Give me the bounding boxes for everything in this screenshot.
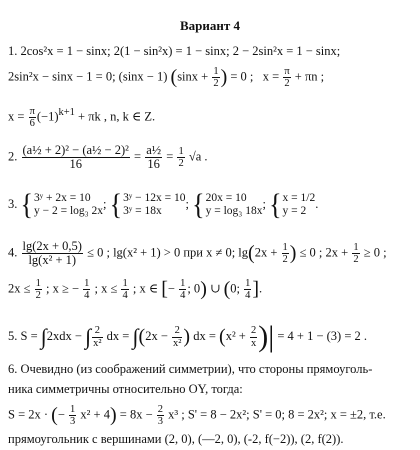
problem-4-2x-le: 2x ≤: [8, 281, 31, 296]
problem-4-minus: −: [167, 281, 175, 296]
problem-4-arg: 2x +: [254, 245, 278, 260]
fraction-1-4-b: $\frac{1}{4}$: [122, 278, 128, 302]
problem-4-label: 4.: [8, 245, 18, 260]
union-symbol: ∪: [209, 281, 221, 296]
integral-sign-3: ∫: [132, 324, 139, 349]
problem-1-equation-a: 2sin²x − sinx − 1 = 0; (sinx − 1): [8, 69, 168, 84]
problem-5-label: 5. S =: [8, 328, 38, 343]
problem-2-main-fraction: $\frac{\text{(a½ + 2)² − (a½ − 2)²}}{16}$: [22, 143, 129, 172]
integral-sign: ∫: [40, 324, 47, 349]
problem-1-x-eq: x =: [8, 109, 25, 124]
system-4: x = 1/2 y = 2: [282, 192, 316, 218]
problem-4-ineq: ≤ 0 ; 2x +: [299, 245, 349, 260]
problem-4-log-fraction: $\frac{\lg(2x + 0,5)}{\text{lg(x² + 1)}}$: [22, 239, 82, 268]
page-title: Вариант 4: [179, 18, 241, 33]
problem-2-equals: =: [166, 149, 174, 164]
problem-1-sin-term: sinx +: [177, 69, 209, 84]
problem-4-x-le: ; x ≤: [94, 281, 118, 296]
problem-4-x-ge: ; x ≥ −: [46, 281, 80, 296]
problem-1-line-2: 2sin²x − sinx − 1 = 0; (sinx − 1) (sinx + $\frac{1}{2}$ ) = 0 ; x = $\frac{\pi}{2}$ + πn ;: [8, 66, 325, 90]
integral-sign-2: ∫: [85, 324, 92, 349]
fraction-1-3: $\frac{1}{3}$: [70, 404, 76, 428]
problem-4-line-2: 2x ≤ $\frac{1}{2}$ ; x ≥ − $\frac{1}{4}$ ; x ≤ $\frac{1}{4}$ ; x ∈ [− $\frac{1}{4}$ ; 0) ∪ (0; $\frac{1}{4}$ ].: [8, 278, 263, 302]
problem-2-result-fraction: $\frac{\text{a½}}{16}$: [146, 143, 162, 172]
problem-1-general-solution: + πk , n, k ∈ Z.: [78, 109, 156, 124]
fraction-2-3: $\frac{2}{3}$: [157, 404, 163, 428]
problem-5: 5. S = ∫2xdx − ∫ $\frac{2}{\text{x²}}$ dx = ∫(2x − $\frac{2}{\text{x²}}$ ) dx = (x² + $\frac{2}{x}$ )| = 4 + 1 − (3) = 2 .: [8, 320, 368, 353]
problem-2: 2. $\frac{\text{(a½ + 2)² − (a½ − 2)²}}{16}$ = $\frac{\text{a½}}{16}$ = $\frac{1}{2}$ √a .: [8, 143, 208, 172]
problem-4-period: .: [259, 281, 263, 296]
problem-4-one-half-b: $\frac{1}{2}$: [353, 242, 359, 266]
problem-5-result: = 4 + 1 − (3) = 2 .: [277, 328, 368, 343]
problem-4-line-1: 4. $\frac{\lg(2x + 0,5)}{\text{lg(x² + 1)}}$ ≤ 0 ; lg(x² + 1) > 0 при x ≠ 0; lg(2x + $\frac{1}{2}$ ) ≤ 0 ; 2x + $\frac{1}{2}$ ≥ 0 ;: [8, 239, 387, 268]
fraction-2-over-x2-b: $\frac{2}{\text{x²}}$: [173, 325, 182, 349]
problem-1-plus-pin: + πn ;: [294, 69, 325, 84]
problem-4-x-in: ; x ∈: [132, 281, 159, 296]
problem-2-sqrt-a: √a .: [188, 149, 208, 164]
problem-1-equals-zero: = 0 ;: [230, 69, 254, 84]
fraction-2-over-x: $\frac{2}{x}$: [251, 325, 257, 349]
problem-4-ineq-b: ≥ 0 ;: [363, 245, 387, 260]
system-3: 20x = 10 y = log₃ 18x: [205, 192, 263, 218]
system-2: 3ʸ − 12x = 10 3ʸ = 18x: [123, 192, 186, 218]
problem-2-one-half: $\frac{1}{2}$: [178, 146, 184, 170]
problem-3-label: 3.: [8, 197, 18, 212]
problem-1-line-1: 1. 2cos²x = 1 − sinx; 2(1 − sin²x) = 1 − sinx; 2 − 2sin²x = 1 − sinx;: [8, 44, 341, 58]
fraction-2-over-x2: $\frac{2}{\text{x²}}$: [93, 325, 102, 349]
problem-6-expand: = 8x −: [119, 407, 153, 422]
problem-5-antiderivative: x² +: [225, 328, 246, 343]
problem-6-line-1: 6. Очевидно (из соображений симметрии), что стороны прямоуголь-: [8, 362, 373, 376]
problem-3: 3. {3ʸ + 2x = 10 y − 2 = log₃ 2x; {3ʸ − 12x = 10 3ʸ = 18x; {20x = 10 y = log₃ 18x; {x = 1/2 y = 2.: [8, 187, 319, 222]
problem-5-dx-2: dx =: [193, 328, 216, 343]
problem-5-term-a: 2xdx −: [46, 328, 82, 343]
problem-6-function: x² + 4: [80, 407, 110, 422]
problem-1-line-3: [8, 106, 155, 129]
problem-6-derivative: x³ ; S' = 8 − 2x²; S' = 0; 8 = 2x²; x = ±2, т.е.: [168, 407, 386, 422]
problem-6-line-2: ника симметричны относительно OY, тогда:: [8, 382, 243, 396]
problem-6-minus: −: [57, 407, 65, 422]
fraction-one-half: $\frac{1}{2}$: [213, 66, 219, 90]
fraction-pi-over-6: $\frac{\pi}{6}$: [29, 106, 35, 130]
problem-4-zero: 0;: [230, 281, 240, 296]
problem-5-integrand: 2x −: [145, 328, 168, 343]
problem-2-label: 2.: [8, 149, 18, 164]
fraction-pi-over-2: $\frac{\pi}{2}$: [284, 66, 290, 90]
problem-1-minus-one-power: (−1): [36, 109, 59, 124]
problem-5-dx: dx =: [106, 328, 130, 343]
fraction-1-2: $\frac{1}{2}$: [35, 278, 41, 302]
fraction-1-4-c: $\frac{1}{4}$: [180, 278, 186, 302]
problem-6-line-4: прямоугольник с вершинами (2, 0), (—2, 0), (-2, f(−2)), (2, f(2)).: [8, 432, 344, 446]
problem-4-semicolon-zero: ; 0: [187, 281, 201, 296]
fraction-1-4-d: $\frac{1}{4}$: [245, 278, 251, 302]
problem-1-solution-x: x =: [262, 69, 280, 84]
problem-6-area: S = 2x ·: [8, 407, 49, 422]
fraction-1-4-a: $\frac{1}{4}$: [84, 278, 90, 302]
system-1: 3ʸ + 2x = 10 y − 2 = log₃ 2x: [33, 192, 104, 218]
problem-4-one-half: $\frac{1}{2}$: [282, 242, 288, 266]
problem-1-exponent: k+1: [58, 107, 75, 119]
problem-4-condition: ≤ 0 ; lg(x² + 1) > 0 при x ≠ 0; lg: [87, 245, 249, 260]
problem-6-line-3: S = 2x · (− $\frac{1}{3}$ x² + 4) = 8x − $\frac{2}{3}$ x³ ; S' = 8 − 2x²; S' = 0; 8 = 2x²; x = ±2, т.е.: [8, 404, 386, 428]
